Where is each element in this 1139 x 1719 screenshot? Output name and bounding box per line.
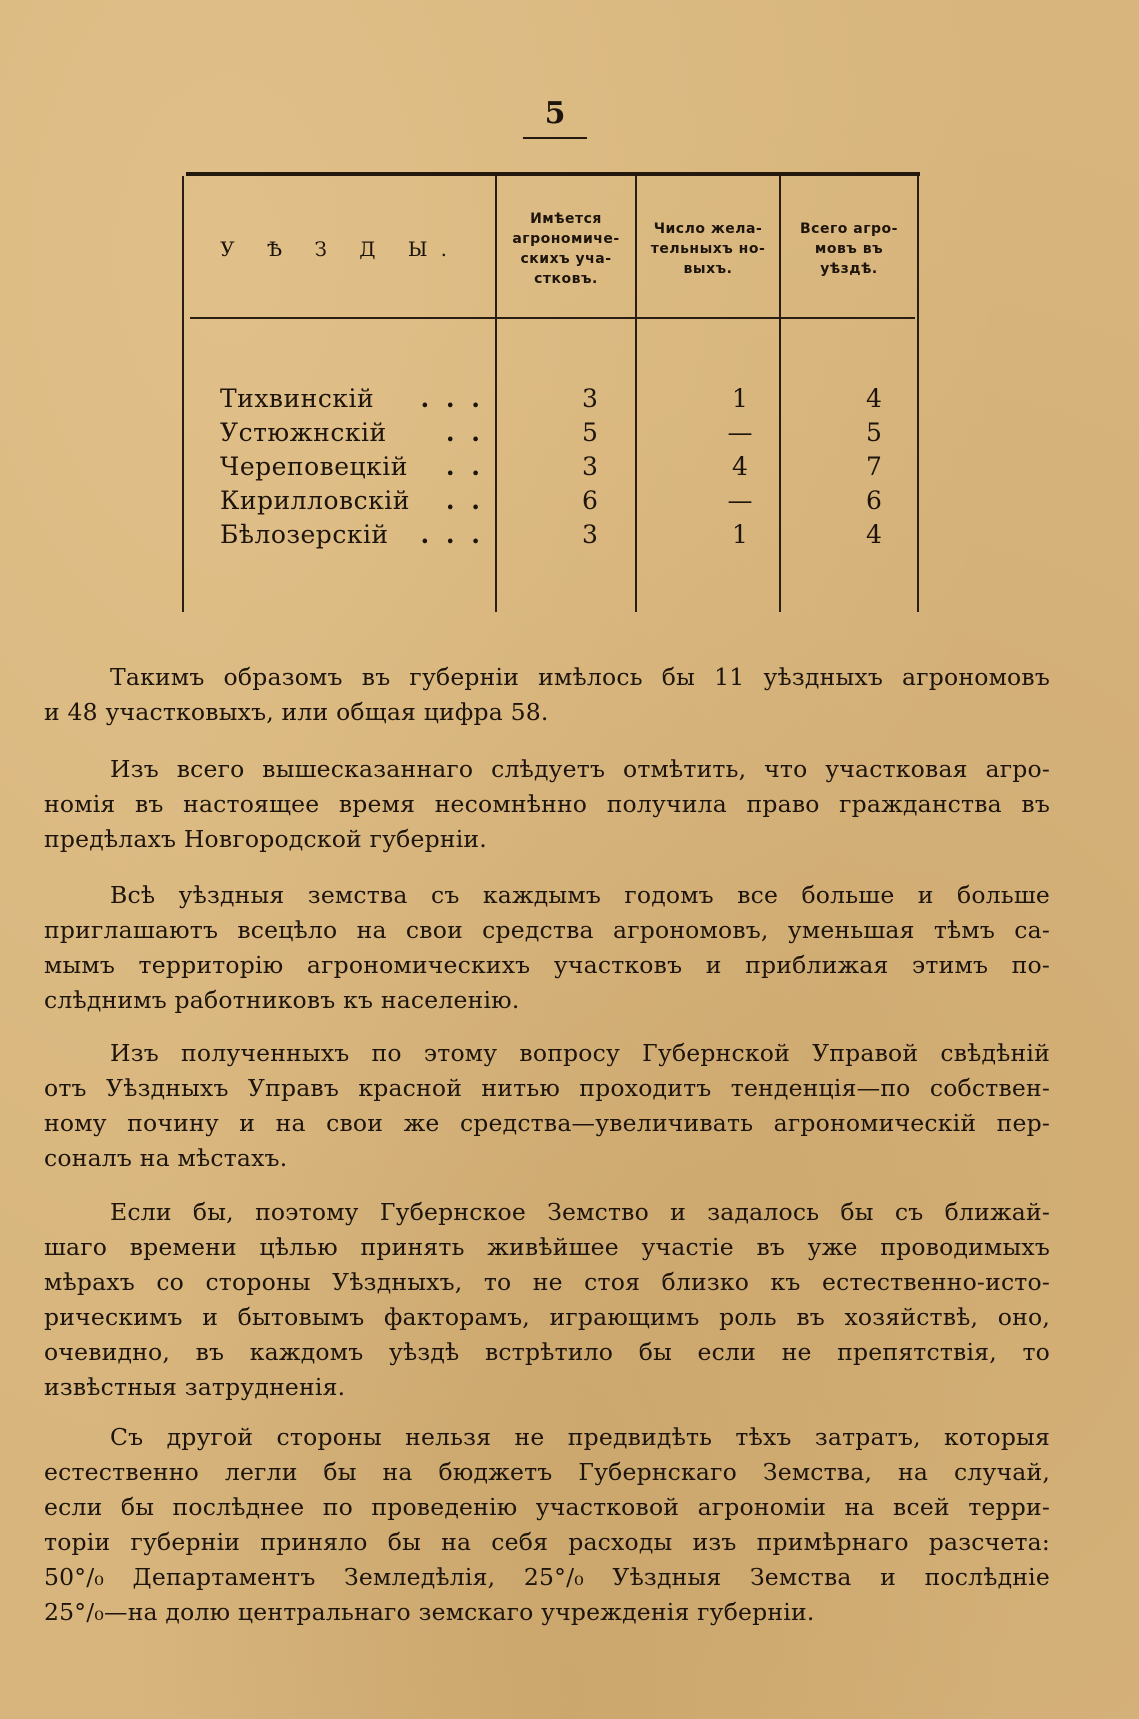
table-row [180, 452, 920, 486]
text-line: номія въ настоящее время несомнѣнно получила право гражданства въ [44, 790, 1050, 818]
district-name: Устюжнскій [220, 418, 387, 447]
total-count: 5 [866, 418, 882, 447]
text-line: мымъ территорію агрономическихъ участковъ и приближая этимъ по- [44, 951, 1050, 979]
total-count: 4 [866, 384, 882, 413]
existing-count: 6 [582, 486, 598, 515]
header-line: Имѣется [530, 211, 602, 227]
table-top-rule [186, 172, 920, 176]
header-total-agronomists [782, 186, 916, 312]
leader-dots: . . [445, 418, 484, 447]
text-line: шаго времени цѣлью принять живѣйшее участіе въ уже проводимыхъ [44, 1233, 1050, 1261]
text-line: извѣстныя затрудненія. [44, 1373, 346, 1401]
district-name: Череповецкій [220, 452, 408, 481]
leader-dots: . . [445, 486, 484, 515]
district-name: Тихвинскій [220, 384, 375, 413]
table-row [180, 486, 920, 520]
header-existing-plots [498, 186, 634, 312]
text-line: Съ другой стороны нельзя не предвидѣть тѣхъ затратъ, которыя [110, 1423, 1050, 1451]
text-line: ному почину и на свои же средства—увеличивать агрономическій пер- [44, 1109, 1050, 1137]
text-line: слѣднимъ работниковъ къ населенію. [44, 986, 520, 1014]
text-line: Изъ полученныхъ по этому вопросу Губернской Управой свѣдѣній [110, 1039, 1050, 1067]
header-line: Число жела- [653, 221, 763, 237]
header-line: стковъ. [534, 271, 598, 287]
leader-dots: . . [445, 452, 484, 481]
text-line: соналъ на мѣстахъ. [44, 1144, 288, 1172]
leader-dots: . . . [420, 384, 484, 413]
total-count: 4 [866, 520, 882, 549]
total-count: 7 [866, 452, 882, 481]
text-line: мѣрахъ со стороны Уѣздныхъ, то не стоя близко къ естественно-исто- [44, 1268, 1050, 1296]
new-count: 4 [732, 452, 748, 481]
districts-table [180, 172, 920, 622]
header-line: выхъ. [683, 261, 733, 277]
header-desired-new [638, 186, 778, 312]
district-name: Кирилловскій [220, 486, 410, 515]
text-line: 50°/₀ Департаментъ Земледѣлія, 25°/₀ Уѣздныя Земства и послѣдніе [44, 1563, 1050, 1591]
text-line: Если бы, поэтому Губернское Земство и задалось бы съ ближай- [110, 1198, 1050, 1226]
leader-dots: . . . [420, 520, 484, 549]
paragraph [44, 1195, 1050, 1405]
text-line: предѣлахъ Новгородской губерніи. [44, 825, 487, 853]
text-line: торіи губерніи приняло бы на себя расходы изъ примѣрнаго разсчета: [44, 1528, 1050, 1556]
page-number: 5 [523, 96, 587, 139]
header-line: Всего агро- [800, 221, 898, 237]
text-line: отъ Уѣздныхъ Управъ красной нитью проходитъ тенденція—по собствен- [44, 1074, 1050, 1102]
text-line: естественно легли бы на бюджетъ Губернскаго Земства, на случай, [44, 1458, 1050, 1486]
text-line: Всѣ уѣздныя земства съ каждымъ годомъ все больше и больше [110, 881, 1050, 909]
district-name: Бѣлозерскій [220, 520, 389, 549]
table-row [180, 384, 920, 418]
table-header-rule [190, 317, 915, 319]
text-line: очевидно, въ каждомъ уѣздѣ встрѣтило бы если не препятствія, то [44, 1338, 1050, 1366]
header-line: уѣздѣ. [820, 261, 878, 277]
text-line: Изъ всего вышесказаннаго слѣдуетъ отмѣтить, что участковая агро- [110, 755, 1050, 783]
paragraph [44, 660, 1050, 730]
existing-count: 3 [582, 520, 598, 549]
paragraph [44, 1420, 1050, 1630]
new-count: — [727, 418, 753, 447]
existing-count: 3 [582, 452, 598, 481]
new-count: — [727, 486, 753, 515]
paragraph [44, 752, 1050, 857]
text-line: 25°/₀—на долю центральнаго земскаго учрежденія губерніи. [44, 1598, 815, 1626]
table-row [180, 520, 920, 554]
total-count: 6 [866, 486, 882, 515]
header-line: тельныхъ но- [650, 241, 766, 257]
table-row [180, 418, 920, 452]
header-line: мовъ въ [814, 241, 884, 257]
header-line: агрономиче- [512, 231, 620, 247]
existing-count: 3 [582, 384, 598, 413]
text-line: приглашаютъ всецѣло на свои средства агрономовъ, уменьшая тѣмъ са- [44, 916, 1050, 944]
header-line: скихъ уча- [520, 251, 612, 267]
new-count: 1 [732, 520, 748, 549]
paragraph [44, 1036, 1050, 1176]
text-line: Такимъ образомъ въ губерніи имѣлось бы 11 уѣздныхъ агрономовъ [110, 663, 1050, 691]
new-count: 1 [732, 384, 748, 413]
paragraph [44, 878, 1050, 1018]
text-line: и 48 участковыхъ, или общая цифра 58. [44, 698, 549, 726]
text-line: если бы послѣднее по проведенію участковой агрономіи на всей терри- [44, 1493, 1050, 1521]
header-uezdy: У Ѣ З Д Ы. [220, 237, 460, 261]
text-line: рическимъ и бытовымъ факторамъ, играющимъ роль въ хозяйствѣ, оно, [44, 1303, 1050, 1331]
existing-count: 5 [582, 418, 598, 447]
